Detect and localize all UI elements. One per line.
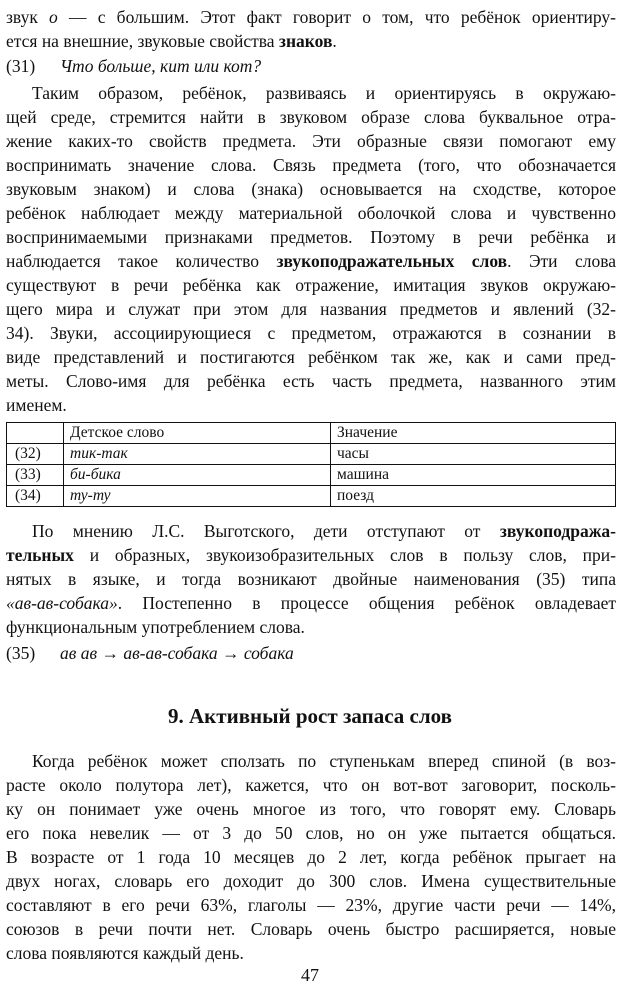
section-heading: 9. Активный рост запаса слов [168,704,452,728]
table-cell-word: би-бика [64,465,331,486]
text-line: По мнению Л.С. Выготского, дети отступают от звукоподража- [32,521,616,541]
text-line: ребёнок наблюдает между материальной оболочкой слова и чувственно [6,203,616,223]
text-line: наблюдается такое количество звукоподражательных слов. Эти слова [6,251,617,271]
table-cell-number: (32) [7,444,64,465]
text-line: Таким образом, ребёнок, развиваясь и ориентируясь в окружаю- [32,83,616,103]
text-line: виде представлений и постигаются ребёнком так же, как и сами пред- [6,347,616,367]
text-line: меты. Слово-имя для ребёнка есть часть предмета, названного этим [6,371,616,391]
text-line: ку он понимает уже очень многое из того, что говорят ему. Словарь [6,799,616,819]
text-line: Когда ребёнок может сползать по ступенькам вперед спиной (в воз- [32,751,616,771]
table-cell-word: ту-ту [64,486,331,507]
text-line: ется на внешние, звуковые свойства знаков. [6,31,337,51]
table-cell-meaning: часы [331,444,616,465]
text-line: тельных и образных, звукоизобразительных слов в пользу слов, при- [6,545,616,565]
table-row [7,444,616,465]
example-number: (31) [6,56,36,76]
table-header-row [7,423,616,444]
example-text: Что больше, кит или кот? [60,56,262,76]
text-line: В возрасте от 1 года 10 месяцев до 2 лет, когда ребёнок прыгает на [6,847,616,867]
text-line: «ав-ав-собака». Постепенно в процессе общения ребёнок овладевает [6,593,616,613]
text-line: двух ногах, словарь его доходит до 300 слов. Имена существительные [6,871,616,891]
text-line: существуют в речи ребёнка как отражение, имитация звуков окружаю- [6,275,616,295]
text-line: его пока невелик — от 3 до 50 слов, но он уже пытается общаться. [6,823,616,843]
table-cell-meaning: машина [331,465,616,486]
text-line: щего мира и служат при этом для названия предметов и явлений (32- [6,299,616,319]
text-line: воспринимать значение слова. Связь предмета (того, что обозначается [6,155,616,175]
table-cell-word: тик-так [64,444,331,465]
text-line: жение каких-то свойств предмета. Эти образные связи помогают ему [6,131,616,151]
table-cell-number: (33) [7,465,64,486]
text-line: расте около полутора лет), кажется, что он вот-вот заговорит, посколь- [6,775,616,795]
table-header-child-word: Детское слово [64,423,331,444]
table-cell-meaning: поезд [331,486,616,507]
table-row [7,486,616,507]
text-line: звук о — с большим. Этот факт говорит о том, что ребёнок ориентиру- [6,7,616,27]
text-line: 34). Звуки, ассоциирующиеся с предметом, отражаются в сознании в [6,323,616,343]
table-row [7,465,616,486]
text-line: нятых в языке, и тогда возникают двойные наименования (35) типа [6,569,616,589]
text-line: звуковым знаком) и слова (знака) основывается на сходстве, которое [6,179,616,199]
example-number: (35) [6,643,36,663]
text-line: союзов в речи почти нет. Словарь очень быстро расширяется, новые [6,919,616,939]
text-line: щей среде, стремится найти в звуковом образе слова буквальное отра- [6,107,616,127]
example-text: ав ав → ав-ав-собака → собака [60,643,294,663]
table-cell [7,423,64,444]
text-line: функциональным употреблением слова. [6,617,305,637]
text-line: составляют в его речи 63%, глаголы — 23%, другие части речи — 14%, [6,895,616,915]
text-line: именем. [6,395,67,415]
table-header-meaning: Значение [331,423,616,444]
text-line: воспринимаемыми признаками предметов. Поэтому в речи ребёнка и [6,227,616,247]
page-number: 47 [301,965,319,985]
word-meaning-table [6,422,616,507]
table-cell-number: (34) [7,486,64,507]
text-line: слова появляются каждый день. [6,943,244,963]
